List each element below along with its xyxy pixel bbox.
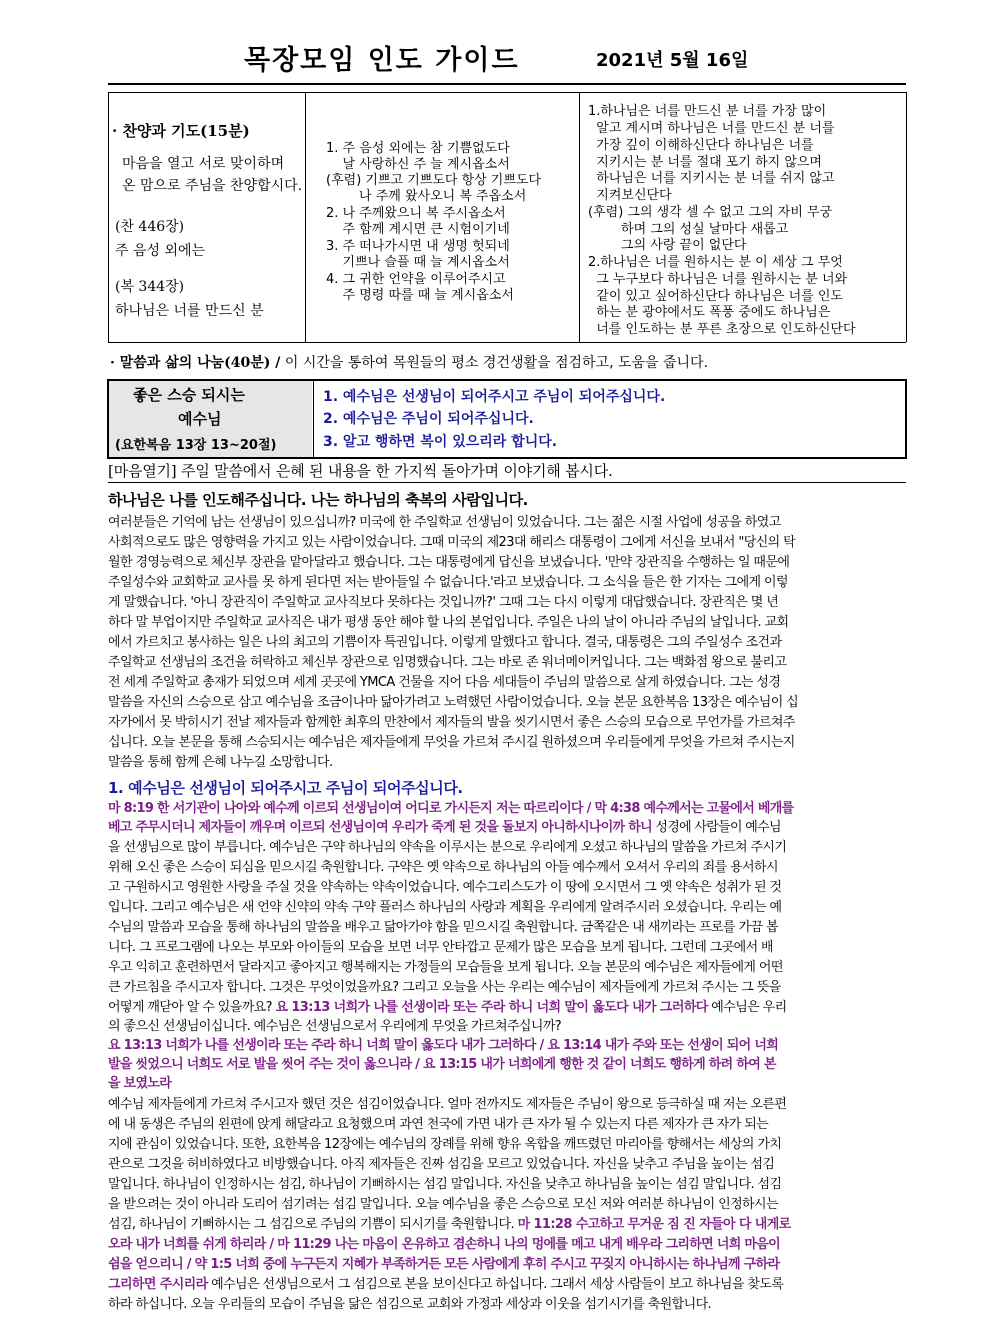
body-headline: 하나님은 나를 인도해주십니다. 나는 하나님의 축복의 사람입니다. [108,491,528,509]
body-line: 하라 하십니다. 오늘 우리들의 모습이 주님을 닮은 섬김으로 교회와 가정과 세상과 이웃을 섬기시기를 축원합니다. [108,1297,712,1312]
scripture-line: 쉼을 얻으리니 / 약 1:5 너희 중에 누구든지 지혜가 부족하거든 모든 사람에게 후히 주시고 꾸짖지 아니하시는 하나님께 구하라 [108,1257,780,1272]
body-text: 예수님은 우리 [707,1000,787,1015]
scripture-line: 요 13:13 너희가 나를 선생이라 또는 주라 하니 너희 말이 옳도다 내가 그러하다 / 요 13:14 내가 주와 또는 선생이 되어 너희 [108,1038,779,1053]
body-line: 예수님 제자들에게 가르쳐 주시고자 했던 것은 섬김이었습니다. 얼마 전까지도 제자들은 주님이 왕으로 등극하실 때 저는 오른편 [108,1097,787,1112]
lyric-line: 날 사랑하신 주 늘 계시옵소서 [326,157,510,172]
hymn1-number: (찬 446장) [115,219,185,235]
scripture-line: 을 보였노라 [108,1076,172,1091]
body-line: 입니다. 그리고 예수님은 새 언약 신약의 약속 구약 플러스 하나님의 사랑과 계획을 우리에게 알려주시러 오셨습니다. 우리는 예 [108,900,782,915]
body-line: 십니다. 오늘 본문을 통해 스승되시는 예수님은 제자들에게 무엇을 가르쳐 주시길 원하셨으며 우리들에게 무엇을 가르쳐 주시는지 [108,735,795,750]
body-line [108,1213,791,1232]
box-left-border [108,92,109,342]
box-top-border [108,92,906,93]
worship-intro-1: 마음을 열고 서로 맞이하며 [122,156,285,172]
lyric-line: 알고 계시며 하나님은 너를 만드신 분 너를 [588,121,835,136]
body-text: 어떻게 깨닫아 알 수 있을까요? [108,1000,276,1015]
sermon-reference: (요한복음 13장 13~20절) [115,438,277,453]
body-line: 주일성수와 교회학교 교사를 못 하게 된다면 저는 받아들일 수 없습니다.'라고 보냈습니다. 그 소식을 들은 한 기자는 그에게 이렇 [108,575,788,590]
body-line: 우고 익히고 훈련하면서 달라지고 좋아지고 행복해지는 가정들의 모습들을 보게 됩니다. 오늘 본문의 예수님은 제자들에게 어떤 [108,960,783,975]
body-line: 관으로 그것을 허비하였다고 비방했습니다. 아직 제자들은 진짜 섬김을 모르고 있었습니다. 자신을 낮추고 주님을 높이는 섬김 [108,1157,775,1172]
body-line: 고 구원하시고 영원한 사랑을 주실 것을 약속하는 약속이었습니다. 예수그리스도가 이 땅에 오시면서 그 옛 약속은 성취가 된 것 [108,880,782,895]
opening-rule [108,482,906,483]
body-line: 말입니다. 하나님이 인정하시는 섬김, 하나님이 기뻐하시는 섬김 말입니다. 자신을 낮추고 하나님을 높이는 섬김 말입니다. 섬김 [108,1177,782,1192]
body-line [108,996,787,1015]
body-line: 사회적으로도 많은 영향력을 가지고 있는 사람이었습니다. 그때 미국의 제23대 해리스 대통령이 그에게 서신을 보내서 "당신의 탁 [108,535,796,550]
lyric-line: 나 주께 왔사오니 복 주옵소서 [326,189,527,204]
hymn2-number: (복 344장) [115,279,185,295]
lyric-line: 기쁘나 슬플 때 늘 계시옵소서 [326,255,510,270]
body-line: 월한 경영능력으로 체신부 장관을 맡아달라고 했습니다. 그는 대통령에게 답신을 보냈습니다. '만약 장관직을 수행하는 일 때문에 [108,555,790,570]
body-line: 의 좋으신 선생님이십니다. 예수님은 선생님으로서 우리에게 무엇을 가르쳐주십니까? [108,1019,562,1034]
col-divider-1 [305,92,306,342]
body-line: 을 선생님으로 많이 부릅니다. 예수님은 구약 하나님의 약속을 이루시는 분으로 우리에게 오셨고 하나님의 말씀을 가르쳐 주시기 [108,840,787,855]
body-line: 위해 오신 좋은 스승이 되심을 믿으시길 축원합니다. 구약은 옛 약속으로 하나님의 아들 예수께서 오셔서 우리의 죄를 용서하시 [108,860,778,875]
col-divider-2 [579,92,580,342]
body-line: 에 내 동생은 주님의 왼편에 앉게 해달라고 요청했으며 과연 천국에 가면 내가 큰 자가 될 수 있는지 다른 제자가 큰 자가 되는 [108,1117,769,1132]
lyric-line: (후렴) 그의 생각 셀 수 없고 그의 자비 무궁 [588,205,833,220]
body-line: 큰 가르침을 주시고자 합니다. 그것은 무엇이었을까요? 그리고 오늘을 사는 우리는 예수님이 제자들에게 가르쳐 주시는 그 뜻을 [108,980,781,995]
body-line: 자가에서 못 박히시기 전날 제자들과 함께한 최후의 만찬에서 제자들의 발을 씻기시면서 좋은 스승의 모습으로 무언가를 가르쳐주 [108,715,795,730]
lyric-line: 너를 인도하는 분 푸른 초장으로 인도하신단다 [588,322,856,337]
body-line: 에서 가르치고 봉사하는 일은 나의 최고의 기쁨이자 특권입니다. 이렇게 말했다고 합니다. 결국, 대통령은 그의 주일성수 조건과 [108,635,782,650]
sermon-title-2: 예수님 [178,410,222,428]
lyric-line: 가장 깊이 이해하신단다 하나님은 너를 [588,138,814,153]
worship-heading: · 찬양과 기도(15분) [112,122,250,140]
lyric-line: 1.하나님은 너를 만드신 분 너를 가장 많이 [588,104,827,119]
lyric-line: 그 누구보다 하나님은 너를 원하시는 분 너와 [588,272,848,287]
sharing-description: 이 시간을 통하여 목원들의 평소 경건생활을 점검하고, 도움을 줍니다. [280,355,709,371]
scripture-text: 그리하면 주시리라 [108,1277,208,1292]
worship-intro-2: 온 맘으로 주님을 찬양합시다. [122,178,303,194]
page-date: 2021년 5월 16일 [596,50,749,71]
lyric-line: 1. 주 음성 외에는 참 기쁨없도다 [326,141,510,156]
lyric-line: 같이 있고 싶어하신단다 하나님은 너를 인도 [588,289,843,304]
lyric-line: 그의 사랑 끝이 없단다 [588,238,747,253]
lyric-line: 3. 주 떠나가시면 내 생명 헛되네 [326,239,510,254]
body-line: 여러분들은 기억에 남는 선생님이 있으십니까? 미국에 한 주일학교 선생님이 있었습니다. 그는 젊은 시절 사업에 성공을 하였고 [108,515,781,530]
body-line: 전 세계 주일학교 총재가 되었으며 세계 곳곳에 YMCA 건물을 지어 다음 세대들이 주님의 말씀으로 살게 하였습니다. 그는 성경 [108,675,781,690]
body-line: 말씀을 자신의 스승으로 삼고 예수님을 조금이나마 닮아가려고 노력했던 사람이었습니다. 오늘 본문 요한복음 13장은 예수님이 십 [108,695,799,710]
body-line [108,1273,783,1292]
opening-prompt: [마음열기] 주일 말씀에서 은혜 된 내용을 한 가지씩 돌아가며 이야기해 봅시다. [108,462,613,480]
sermon-point-1: 1. 예수님은 선생님이 되어주시고 주님이 되어주십니다. [323,389,666,405]
lyric-line: 하며 그의 성실 날마다 새롭고 [588,222,789,237]
scripture-line [108,816,781,835]
body-line: 게 말했습니다. '아니 장관직이 주일학교 교사직보다 못하다는 것입니까?' 그때 그는 다시 이렇게 대답했습니다. 장관직은 몇 년 [108,595,779,610]
sermon-point-2: 2. 예수님은 주님이 되어주십니다. [323,411,534,427]
box-bottom-border [108,342,906,343]
lyric-line: 지켜보신단다 [588,188,672,203]
body-line: 니다. 그 프로그램에 나오는 부모와 아이들의 모습을 보면 너무 안타깝고 문제가 많은 모습을 보게 됩니다. 그런데 그곳에서 배 [108,940,774,955]
title-rule [108,83,906,85]
body-line: 주일학교 선생님의 조건을 허락하고 체신부 장관으로 임명했습니다. 그는 바로 존 워너메이커입니다. 그는 백화점 왕으로 불리고 [108,655,787,670]
body-line: 말씀을 통해 함께 은혜 나누길 소망합니다. [108,755,333,770]
lyric-line: 하는 분 광야에서도 폭풍 중에도 하나님은 [588,305,831,320]
lyric-line: 주 함께 계시면 큰 시험이기네 [326,222,510,237]
lyric-line: 4. 그 귀한 언약을 이루어주시고 [326,272,506,287]
body-line: 수님의 말씀과 모습을 통해 하나님의 말씀을 배우고 닮아가야 함을 믿으시길 축원합니다. 금쪽같은 내 새끼라는 프로를 가끔 봅 [108,920,778,935]
scripture-text: 베고 주무시더니 제자들이 깨우며 이르되 선생님이여 우리가 죽게 된 것을 돌보지 아니하시나이까 하니 [108,820,652,835]
body-line: 을 받으려는 것이 아니라 도리어 섬기려는 섬김 말입니다. 오늘 예수님을 좋은 스승으로 모신 저와 여러분 하나님이 인정하시는 [108,1197,778,1212]
lyric-line: (후렴) 기쁘고 기쁘도다 항상 기쁘도다 [326,173,542,188]
lyric-line: 하나님은 너를 지키시는 분 너를 쉬지 않고 [588,171,835,186]
scripture-text: 마 11:28 수고하고 무거운 짐 진 자들아 다 내게로 [517,1217,791,1232]
body-text: 예수님은 선생님으로서 그 섬김으로 본을 보이신다고 하십니다. 그래서 세상 사람들이 보고 하나님을 찾도록 [207,1277,784,1292]
scripture-line: 오라 내가 너희를 쉬게 하리라 / 마 11:29 나는 마음이 온유하고 겸손하니 나의 멍에를 메고 내게 배우라 그리하면 너희 마음이 [108,1237,780,1252]
sermon-point-3: 3. 알고 행하면 복이 있으리라 합니다. [323,434,558,450]
section-1-heading: 1. 예수님은 선생님이 되어주시고 주님이 되어주십니다. [108,779,463,797]
lyric-line: 주 명령 따를 때 늘 계시옵소서 [326,288,514,303]
lyric-line: 2.하나님은 너를 원하시는 분 이 세상 그 무엇 [588,255,843,270]
scripture-line: 마 8:19 한 서기관이 나아와 예수께 이르되 선생님이여 어디로 가시든지 저는 따르리이다 / 막 4:38 예수께서는 고물에서 베개를 [108,801,794,816]
body-line: 하다 말 부업이지만 주일학교 교사직은 내가 평생 동안 해야 할 나의 본업입니다. 주일은 나의 날이 아니라 주님의 날입니다. 교회 [108,615,789,630]
sermon-title-1: 좋은 스승 되시는 [133,386,245,404]
body-line: 지에 관심이 있었습니다. 또한, 요한복음 12장에는 예수님의 장례를 위해 향유 옥합을 깨뜨렸던 마리아를 향해서는 세상의 가치 [108,1137,782,1152]
sermon-divider [313,381,314,457]
hymn2-title: 하나님은 너를 만드신 분 [115,303,264,319]
lyric-line: 지키시는 분 너를 절대 포기 하지 않으며 [588,155,822,170]
sharing-line [110,352,708,372]
sharing-heading: · 말씀과 삶의 나눔(40분) / [110,355,281,371]
scripture-line: 발을 씻었으니 너희도 서로 발을 씻어 주는 것이 옳으니라 / 요 13:15 내가 너희에게 행한 것 같이 너희도 행하게 하려 하여 본 [108,1057,776,1072]
hymn1-title: 주 음성 외에는 [115,243,206,259]
scripture-text: 요 13:13 너희가 나를 선생이라 또는 주라 하니 너희 말이 옳도다 내가 그러하다 [275,1000,708,1015]
box-right-border [906,92,907,342]
body-text: 섬김, 하나님이 기뻐하시는 그 섬김으로 주님의 기쁨이 되시기를 축원합니다. [108,1217,518,1232]
lyric-line: 2. 나 주께왔으니 복 주시옵소서 [326,206,506,221]
page-title: 목장모임 인도 가이드 [244,45,520,76]
body-text: 성경에 사람들이 예수님 [651,820,781,835]
